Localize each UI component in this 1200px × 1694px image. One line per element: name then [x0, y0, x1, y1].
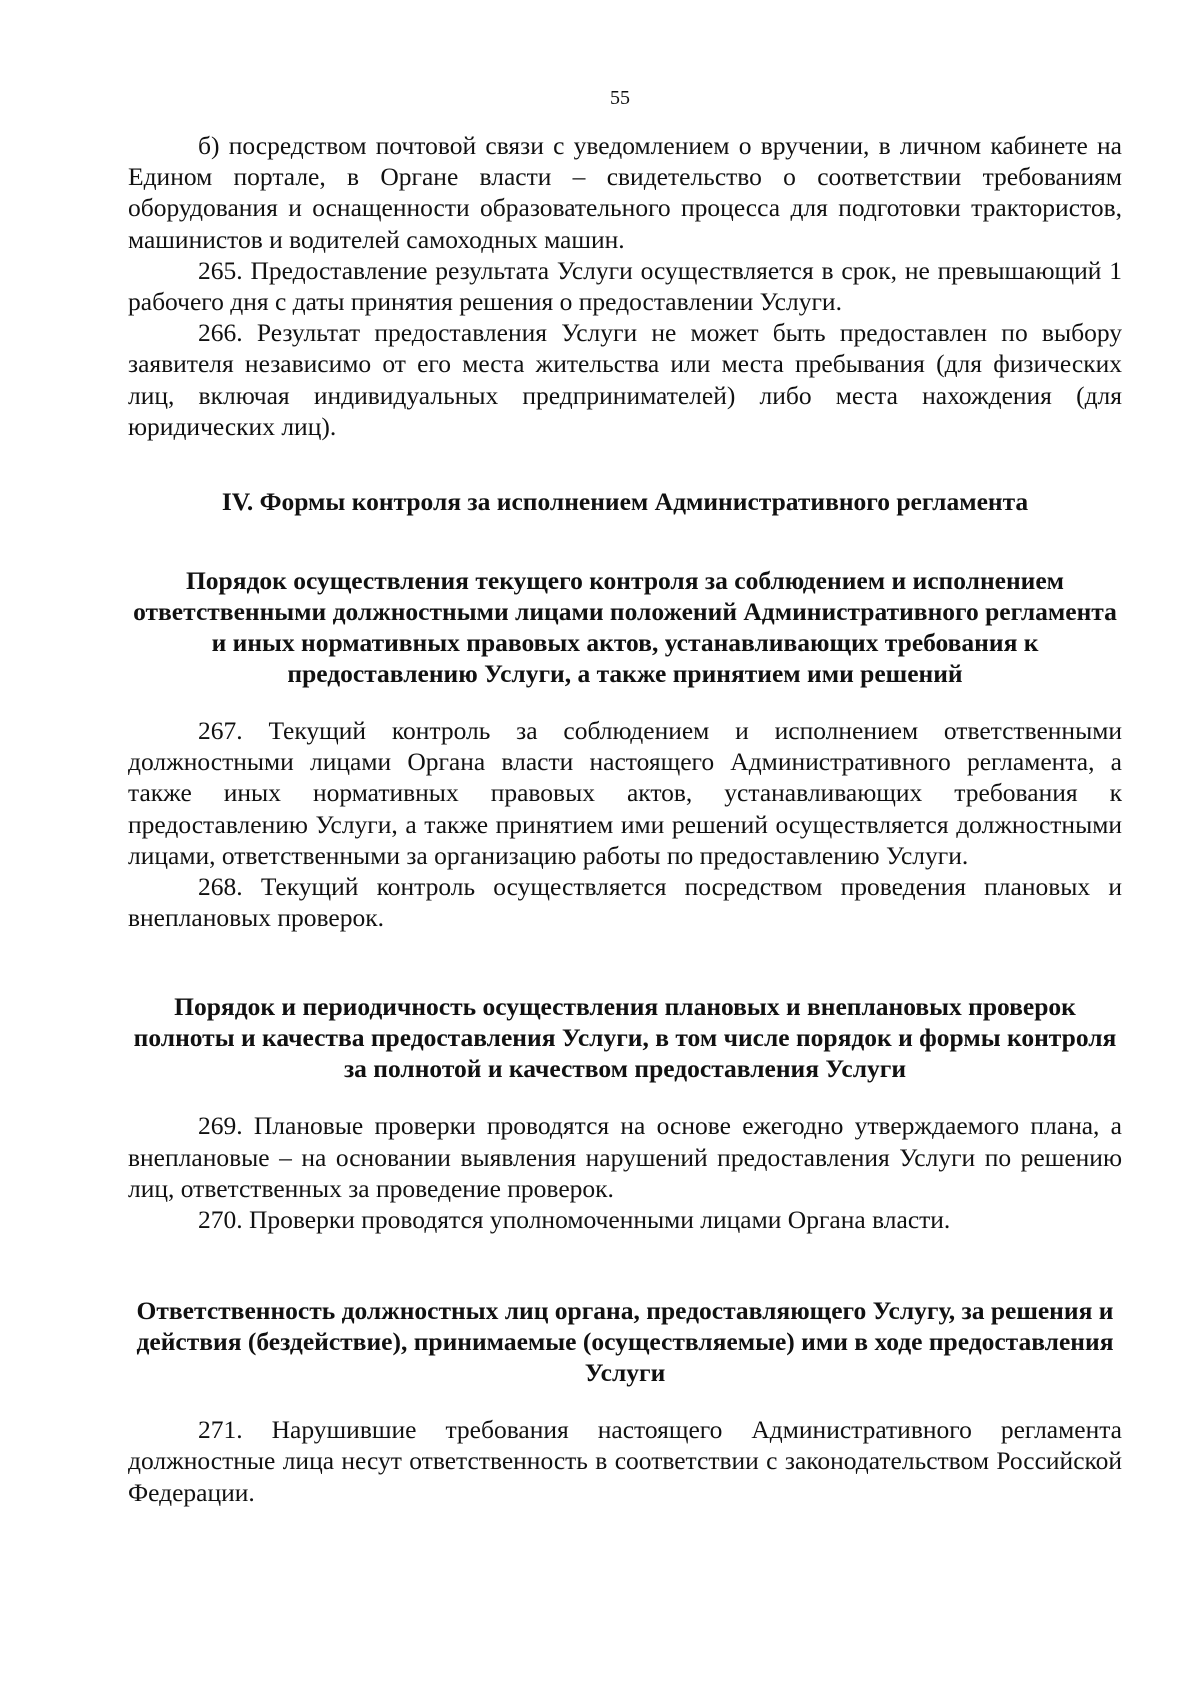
subsection-responsibility-heading: Ответственность должностных лиц органа, предоставляющего Услугу, за решения и действия (бездействие), принимаемые (осуществляемые) ими в ходе предоставления Услуги: [136, 1296, 1114, 1388]
paragraph-268: 268. Текущий контроль осуществляется посредством проведения плановых и внеплановых проверок.: [128, 872, 1122, 933]
subsection-current-control-heading: Порядок осуществления текущего контроля за соблюдением и исполнением ответственными должностными лицами положений Административного регламента и иных нормативных правовых актов, устанавливающих требования к предоставлению Услуги, а также принятием ими решений: [133, 566, 1117, 689]
subsection-inspections-heading: Порядок и периодичность осуществления плановых и внеплановых проверок полноты и качества предоставления Услуги, в том числе порядок и формы контроля за полнотой и качеством предоставления Услуги: [133, 992, 1117, 1084]
paragraph-267: 267. Текущий контроль за соблюдением и исполнением ответственными должностными лицами Органа власти настоящего Административного регламента, а также иных нормативных правовых актов, устанавливающих требования к предоставлению Услуги, а также принятием ими решений осуществляется должностными лицами, ответственными за организацию работы по предоставлению Услуги.: [128, 716, 1122, 870]
paragraph-271: 271. Нарушившие требования настоящего Административного регламента должностные лица несут ответственность в соответствии с законодательством Российской Федерации.: [128, 1415, 1122, 1507]
page-number: 55: [610, 87, 630, 109]
paragraph-269: 269. Плановые проверки проводятся на основе ежегодно утверждаемого плана, а внеплановые – на основании выявления нарушений предоставления Услуги по решению лиц, ответственных за проведение проверок.: [128, 1111, 1122, 1203]
paragraph-266: 266. Результат предоставления Услуги не может быть предоставлен по выбору заявителя независимо от его места жительства или места пребывания (для физических лиц, включая индивидуальных предпринимателей) либо места нахождения (для юридических лиц).: [128, 318, 1122, 441]
section-iv-heading: IV. Формы контроля за исполнением Административного регламента: [221, 487, 1029, 517]
paragraph-b: б) посредством почтовой связи с уведомлением о вручении, в личном кабинете на Едином портале, в Органе власти – свидетельство о соответствии требованиям оборудования и оснащенности образовательного процесса для подготовки трактористов, машинистов и водителей самоходных машин.: [128, 131, 1122, 254]
paragraph-270: 270. Проверки проводятся уполномоченными лицами Органа власти.: [198, 1205, 951, 1235]
paragraph-265: 265. Предоставление результата Услуги осуществляется в срок, не превышающий 1 рабочего дня с даты принятия решения о предоставлении Услуги.: [128, 255, 1122, 317]
page-content: [128, 130, 1122, 1508]
